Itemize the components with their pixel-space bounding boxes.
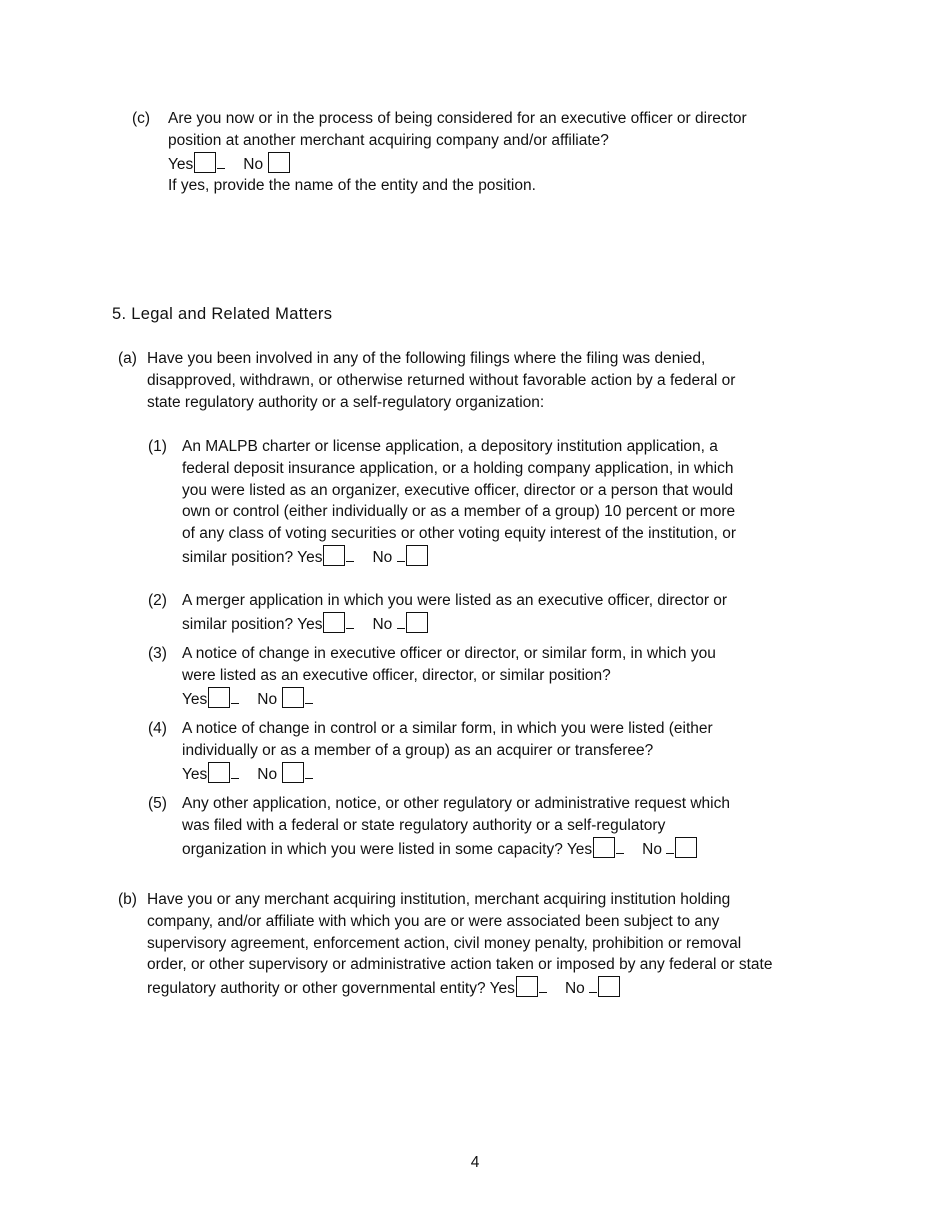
no-checkbox[interactable]: [282, 762, 304, 783]
no-label: No: [243, 155, 264, 173]
yes-label: Yes: [489, 980, 515, 998]
no-checkbox[interactable]: [282, 687, 304, 708]
sub-question-line: were listed as an executive officer, director, or similar position?: [182, 666, 611, 684]
sub-question-label: (5): [148, 795, 167, 812]
sub-question-line: A notice of change in executive officer or director, or similar form, in which you: [182, 645, 716, 662]
no-label: No: [257, 690, 278, 708]
sub-question-line: own or control (either individually or as a member of a group) 10 percent or more: [182, 503, 736, 521]
question-5a-line: state regulatory authority or a self-regulatory organization:: [147, 393, 545, 411]
question-c-label: (c): [132, 110, 151, 127]
question-5b-line: Have you or any merchant acquiring institution, merchant acquiring institution holding: [147, 891, 731, 908]
yes-checkbox[interactable]: [516, 976, 538, 997]
yes-label: Yes: [297, 548, 323, 566]
sub-question-line: Any other application, notice, or other regulatory or administrative request which: [182, 795, 730, 812]
yes-label: Yes: [297, 615, 323, 633]
sub-question-line: organization in which you were listed in some capacity?: [182, 840, 563, 858]
sub-question-label: (3): [148, 645, 167, 662]
question-5b-label: (b): [118, 891, 137, 908]
yes-label: Yes: [566, 840, 593, 858]
no-label: No: [642, 840, 662, 858]
question-5a-line: disapproved, withdrawn, or otherwise returned without favorable action by a federal or: [147, 371, 736, 389]
question-c-instruction: If yes, provide the name of the entity and the position.: [168, 177, 536, 195]
section-heading: 5. Legal and Related Matters: [112, 305, 333, 323]
question-5a-label: (a): [118, 350, 137, 367]
no-checkbox[interactable]: [598, 976, 620, 997]
no-label: No: [372, 615, 393, 633]
sub-question-line: was filed with a federal or state regulatory authority or a self-regulatory: [182, 816, 666, 834]
sub-question-line: A notice of change in control or a similar form, in which you were listed (either: [182, 720, 713, 737]
page-number: 4: [470, 1154, 480, 1171]
question-5a-line: Have you been involved in any of the following filings where the filing was denied,: [147, 350, 706, 367]
no-label: No: [257, 765, 278, 783]
yes-label: Yes: [182, 690, 208, 708]
sub-question-line: similar position?: [182, 548, 294, 566]
question-5b-line: order, or other supervisory or administrative action taken or imposed by any federal or state: [147, 956, 773, 974]
yes-checkbox[interactable]: [208, 687, 230, 708]
yes-label: Yes: [182, 765, 208, 783]
sub-question-label: (2): [148, 592, 167, 609]
no-checkbox[interactable]: [406, 612, 428, 633]
no-checkbox[interactable]: [268, 152, 290, 173]
yes-label: Yes: [168, 155, 194, 173]
sub-question-line: A merger application in which you were listed as an executive officer, director or: [182, 592, 728, 609]
question-5b-line: supervisory agreement, enforcement action, civil money penalty, prohibition or removal: [147, 934, 742, 952]
question-c-line: Are you now or in the process of being considered for an executive officer or director: [168, 110, 747, 127]
yes-checkbox[interactable]: [208, 762, 230, 783]
sub-question-line: individually or as a member of a group) as an acquirer or transferee?: [182, 741, 654, 759]
sub-question-line: federal deposit insurance application, or a holding company application, in which: [182, 459, 734, 477]
yes-checkbox[interactable]: [593, 837, 615, 858]
no-checkbox[interactable]: [406, 545, 428, 566]
sub-question-line: you were listed as an organizer, executive officer, director or a person that would: [182, 481, 734, 499]
question-5b-line: regulatory authority or other governmental entity?: [147, 980, 486, 998]
question-c-line: position at another merchant acquiring company and/or affiliate?: [168, 131, 609, 149]
no-label: No: [564, 980, 585, 998]
sub-question-line: of any class of voting securities or other voting equity interest of the institution, or: [182, 525, 736, 543]
sub-question-label: (4): [148, 720, 167, 737]
question-5b-line: company, and/or affiliate with which you are or were associated been subject to any: [147, 912, 720, 930]
sub-question-line: An MALPB charter or license application, a depository institution application, a: [182, 438, 718, 455]
yes-checkbox[interactable]: [323, 612, 345, 633]
sub-question-label: (1): [148, 438, 167, 455]
no-checkbox[interactable]: [675, 837, 697, 858]
no-label: No: [372, 548, 393, 566]
yes-checkbox[interactable]: [323, 545, 345, 566]
sub-question-line: similar position?: [182, 615, 294, 633]
yes-checkbox[interactable]: [194, 152, 216, 173]
